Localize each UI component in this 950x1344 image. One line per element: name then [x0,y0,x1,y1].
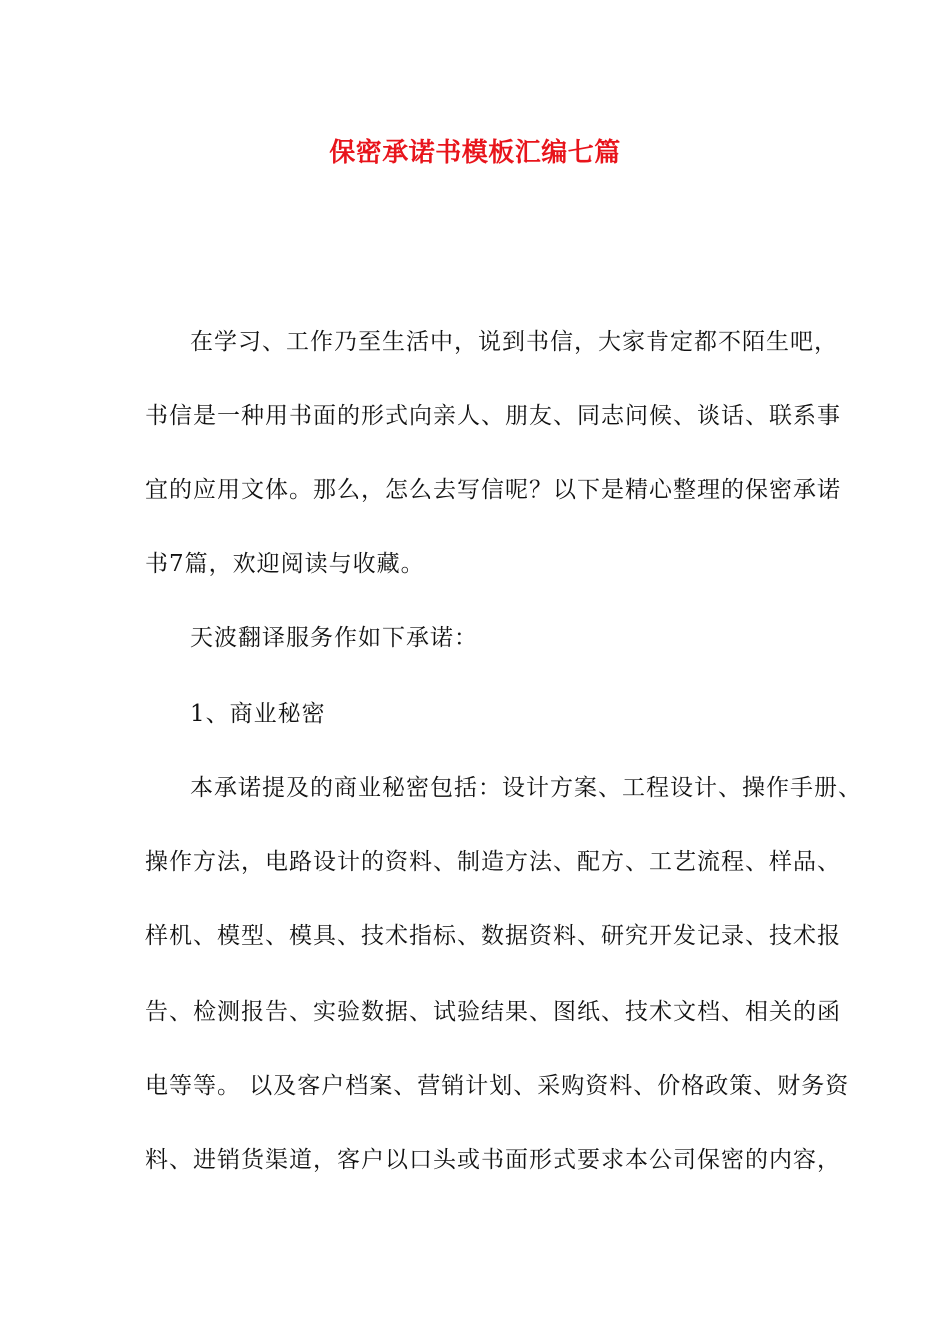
paragraph-line: 宜的应用文体。那么，怎么去写信呢？以下是精心整理的保密承诺 [145,477,841,503]
paragraph-line: 料、进销货渠道，客户以口头或书面形式要求本公司保密的内容， [145,1147,841,1173]
paragraph-line: 天波翻译服务作如下承诺： [190,625,478,651]
paragraph-line: 本承诺提及的商业秘密包括：设计方案、工程设计、操作手册、 [190,775,862,801]
paragraph-line: 电等等。 以及客户档案、营销计划、采购资料、价格政策、财务资 [145,1073,850,1099]
paragraph-line: 告、检测报告、实验数据、试验结果、图纸、技术文档、相关的函 [145,999,841,1025]
paragraph-line: 书7篇，欢迎阅读与收藏。 [145,551,425,577]
paragraph-line: 样机、模型、模具、技术指标、数据资料、研究开发记录、技术报 [145,923,841,949]
paragraph-line: 在学习、工作乃至生活中，说到书信，大家肯定都不陌生吧， [190,329,838,355]
document-title: 保密承诺书模板汇编七篇 [329,138,621,168]
paragraph-line: 书信是一种用书面的形式向亲人、朋友、同志问候、谈话、联系事 [145,403,841,429]
section-heading: 1、商业秘密 [190,701,326,727]
paragraph-line: 操作方法，电路设计的资料、制造方法、配方、工艺流程、样品、 [145,849,841,875]
